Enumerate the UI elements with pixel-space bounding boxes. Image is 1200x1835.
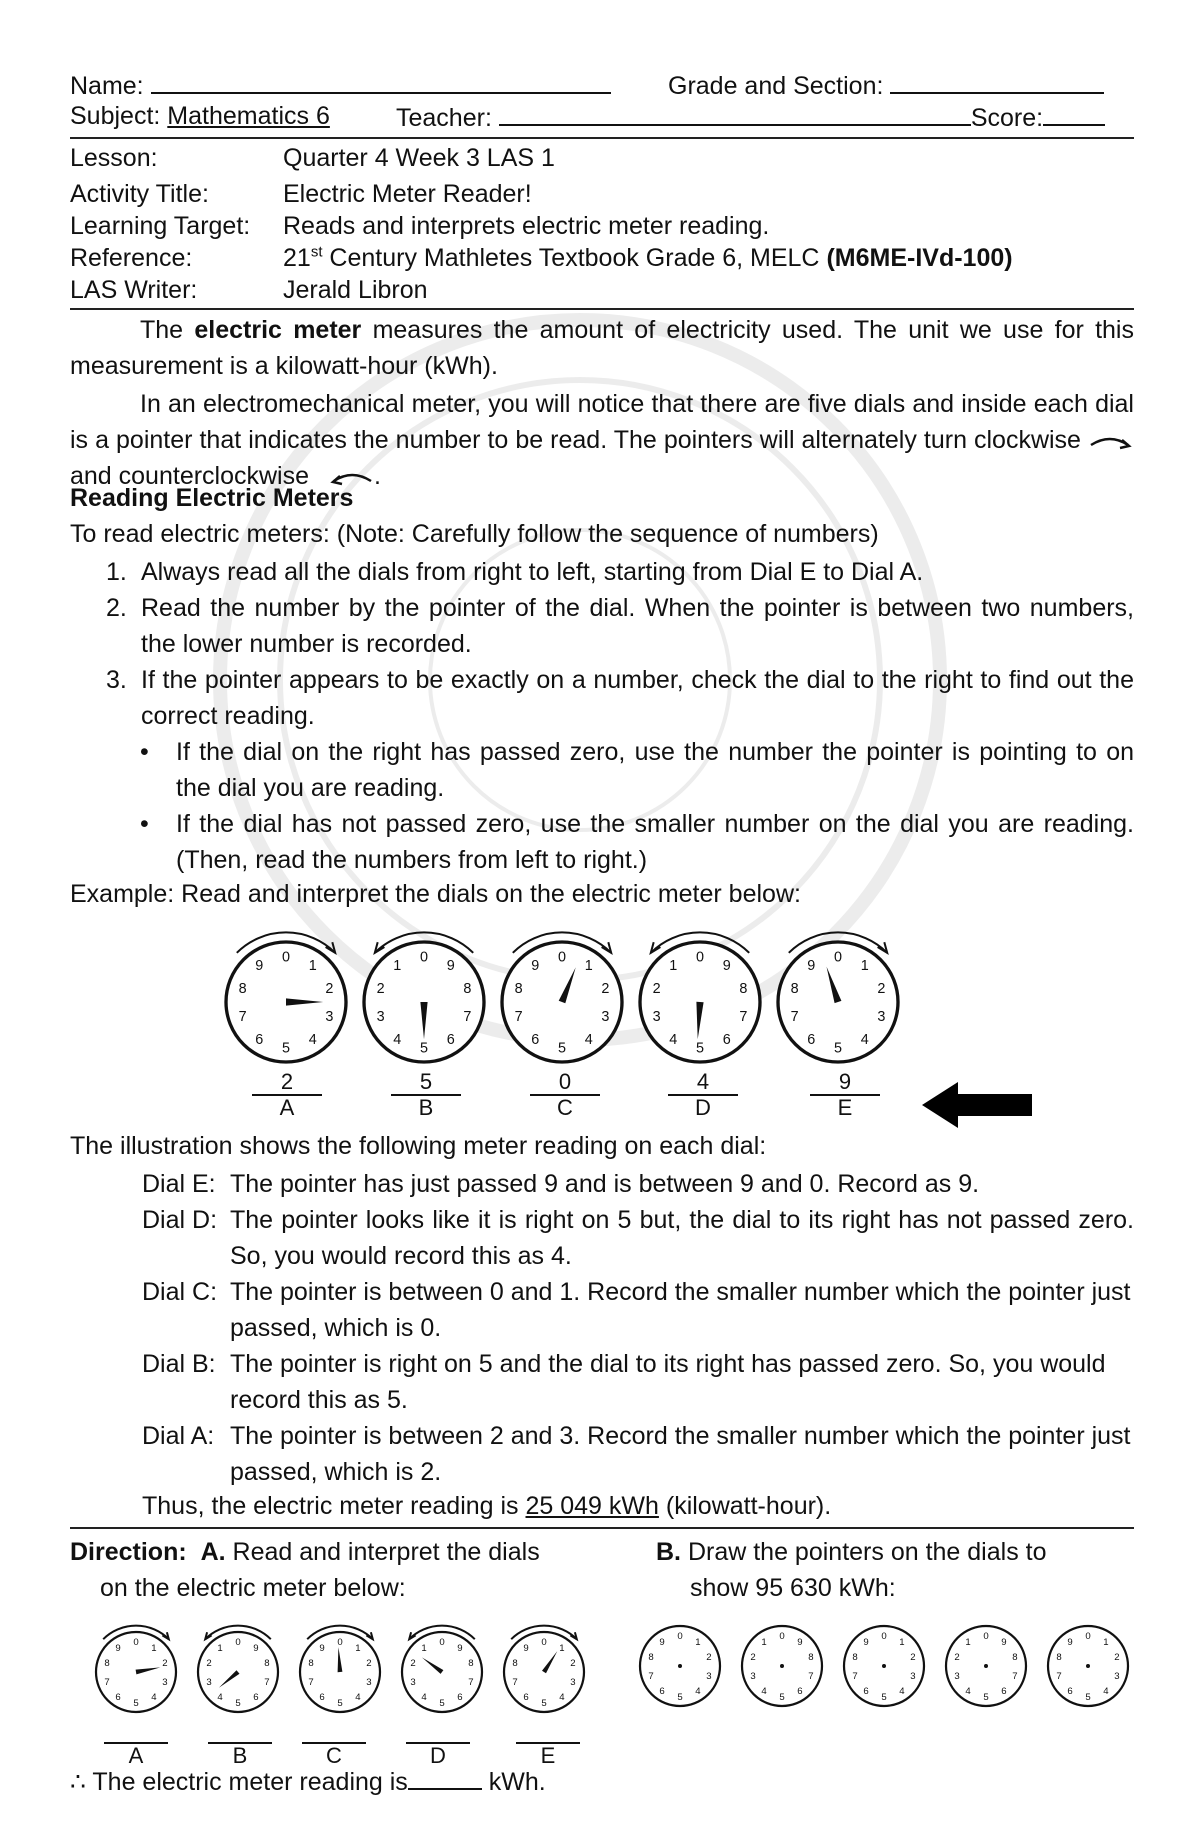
explanation-e (142, 1166, 1134, 1202)
dial-number-ex-b-3: 3 (376, 1009, 385, 1026)
dial-number-b-a-0: 0 (677, 1631, 683, 1642)
dial-number-b-d-0: 0 (983, 1631, 989, 1642)
dial-number-a-a-8: 8 (104, 1658, 110, 1669)
dial-number-ex-b-9: 9 (446, 958, 455, 975)
example-dial-c-letter: C (557, 1095, 573, 1120)
dial-number-b-d-2: 2 (954, 1652, 960, 1663)
dial-center-b-c (882, 1664, 886, 1668)
thus-pre: Thus, the electric meter reading is (142, 1492, 526, 1520)
dial-number-b-d-1: 1 (965, 1636, 971, 1648)
example-dial-a-value: 2 (252, 1070, 322, 1096)
part-a-label-e (516, 1718, 580, 1768)
dial-number-a-c-9: 9 (319, 1642, 325, 1654)
dial-number-ex-a-7: 7 (238, 1009, 247, 1026)
dial-number-ex-e-2: 2 (877, 980, 886, 997)
example-dial-label-d (668, 1070, 738, 1120)
grade-blank[interactable] (890, 68, 1104, 94)
dial-number-ex-a-5: 5 (281, 1040, 291, 1057)
dial-number-ex-c-1: 1 (584, 958, 593, 975)
dial-number-b-a-4: 4 (695, 1686, 701, 1697)
reference-sup: st (310, 243, 323, 261)
dial-a-a (96, 1626, 176, 1712)
example-dial-label-b (391, 1070, 461, 1120)
dial-center-b-d (984, 1664, 988, 1668)
thus-line (142, 1490, 831, 1523)
subject-label: Subject: (70, 102, 161, 130)
dial-number-a-b-0: 0 (235, 1637, 241, 1648)
lesson-label: Lesson: (70, 144, 158, 172)
step-1 (106, 554, 1134, 590)
dial-number-ex-c-7: 7 (514, 1009, 523, 1026)
dial-number-b-b-0: 0 (779, 1631, 785, 1642)
dial-number-a-b-9: 9 (253, 1642, 259, 1654)
dial-number-b-c-1: 1 (899, 1636, 905, 1648)
dial-number-a-b-4: 4 (217, 1692, 223, 1703)
dial-number-b-c-5: 5 (881, 1691, 887, 1703)
dial-number-ex-c-4: 4 (584, 1031, 593, 1048)
dial-number-a-e-0: 0 (541, 1637, 547, 1648)
step-1-num: 1. (106, 558, 127, 586)
part-a-blank-c[interactable] (302, 1718, 366, 1744)
example-dials (200, 916, 980, 1066)
step-2 (106, 590, 1134, 662)
dial-number-b-a-3: 3 (706, 1670, 712, 1682)
dial-number-b-c-2: 2 (910, 1652, 916, 1663)
dial-number-b-d-7: 7 (1012, 1670, 1018, 1682)
step-2-num: 2. (106, 594, 127, 622)
dial-number-a-d-6: 6 (457, 1692, 463, 1703)
dial-number-a-e-1: 1 (559, 1642, 565, 1654)
example-dial-d-letter: D (695, 1095, 711, 1120)
dial-number-b-d-3: 3 (954, 1670, 960, 1682)
dial-number-ex-a-6: 6 (255, 1031, 264, 1048)
example-title: Example: Read and interpret the dials on the electric meter below: (70, 880, 801, 908)
dial-number-b-a-2: 2 (706, 1652, 712, 1663)
example-dial-label-a (252, 1070, 322, 1120)
direction-b-line-1 (656, 1536, 1047, 1569)
example-dial-c-value: 0 (530, 1070, 600, 1096)
grade-label: Grade and Section: (668, 72, 884, 100)
example-dial-label-c (530, 1070, 600, 1120)
reading-heading: Reading Electric Meters (70, 484, 354, 512)
example-divider (70, 1527, 1134, 1529)
bullet-1-text: If the dial on the right has passed zero, use the number the pointer is pointing to on the dial you are reading. (176, 738, 1134, 802)
reference-value (283, 242, 1013, 275)
result-post: kWh. (481, 1768, 546, 1796)
dial-number-b-e-5: 5 (1085, 1691, 1091, 1703)
dial-number-ex-b-2: 2 (376, 980, 385, 997)
dial-number-ex-b-7: 7 (463, 1009, 472, 1026)
dial-number-b-e-0: 0 (1085, 1631, 1091, 1642)
reference-label: Reference: (70, 244, 193, 272)
dial-number-ex-e-6: 6 (807, 1031, 816, 1048)
lesson-value: Quarter 4 Week 3 LAS 1 (283, 144, 555, 172)
direction-b-text-2: show 95 630 kWh: (690, 1574, 896, 1602)
dial-number-ex-e-3: 3 (877, 1009, 886, 1026)
dial-number-b-c-4: 4 (899, 1686, 905, 1697)
part-a-letter-e: E (540, 1743, 556, 1768)
dial-number-b-c-0: 0 (881, 1631, 887, 1642)
dial-number-a-c-1: 1 (355, 1642, 361, 1654)
dial-number-b-b-3: 3 (750, 1670, 756, 1682)
dial-number-b-d-9: 9 (1001, 1636, 1007, 1648)
dial-number-b-a-8: 8 (648, 1652, 654, 1663)
dial-number-a-d-2: 2 (410, 1658, 416, 1669)
explanation-a-text: The pointer is between 2 and 3. Record the smaller number which the pointer just passed, which is 2. (230, 1422, 1131, 1486)
part-a-letter-a: A (128, 1743, 144, 1768)
dial-number-a-a-5: 5 (133, 1697, 139, 1709)
dial-number-b-a-7: 7 (648, 1670, 654, 1682)
dial-a-c (300, 1626, 380, 1712)
dial-number-a-d-8: 8 (468, 1658, 474, 1669)
bullet-1 (140, 734, 1134, 806)
clockwise-arrow-icon (1088, 431, 1134, 451)
dial-b-b (742, 1626, 822, 1706)
dial-number-b-c-6: 6 (863, 1686, 869, 1697)
part-a-letter-b: B (232, 1743, 248, 1768)
dial-number-b-e-6: 6 (1067, 1686, 1073, 1697)
dial-number-a-a-1: 1 (151, 1642, 157, 1654)
dial-number-a-c-7: 7 (308, 1676, 314, 1688)
dial-a-d (402, 1626, 482, 1712)
dial-number-ex-d-6: 6 (722, 1031, 731, 1048)
subject-row (70, 100, 330, 133)
part-a-dials (80, 1608, 610, 1718)
part-a-blank-e[interactable] (516, 1718, 580, 1744)
part-a-letter-d: D (430, 1743, 446, 1768)
dial-number-ex-d-2: 2 (652, 980, 661, 997)
dial-number-b-b-8: 8 (808, 1652, 814, 1663)
dial-number-a-e-3: 3 (570, 1676, 576, 1688)
dial-ex-d (640, 932, 760, 1062)
dial-number-a-b-6: 6 (253, 1692, 259, 1703)
dial-number-a-b-2: 2 (206, 1658, 212, 1669)
dial-number-b-e-2: 2 (1114, 1652, 1120, 1663)
dial-number-ex-b-5: 5 (419, 1040, 429, 1057)
dial-number-b-e-4: 4 (1103, 1686, 1109, 1697)
dial-number-b-e-8: 8 (1056, 1652, 1062, 1663)
step-1-text: Always read all the dials from right to left, starting from Dial E to Dial A. (141, 558, 924, 586)
dial-number-b-e-9: 9 (1067, 1636, 1073, 1648)
direction-a-letter: A. (200, 1538, 226, 1566)
direction-a-line-1 (70, 1536, 540, 1569)
example-shows: The illustration shows the following meter reading on each dial: (70, 1132, 767, 1160)
part-a-label-b (208, 1718, 272, 1768)
reference-code: (M6ME-IVd-100) (826, 244, 1013, 272)
dial-number-ex-e-7: 7 (790, 1009, 799, 1026)
dial-number-b-b-1: 1 (761, 1636, 767, 1648)
bullet-2-text: If the dial has not passed zero, use the smaller number on the dial you are reading. (Then, read the numbers from left to right.) (176, 810, 1134, 874)
bullet-1-dot: • (140, 738, 149, 766)
dial-number-ex-d-0: 0 (695, 949, 705, 966)
left-arrow-icon (922, 1082, 1032, 1128)
dial-number-b-d-5: 5 (983, 1691, 989, 1703)
dial-number-a-b-8: 8 (264, 1658, 270, 1669)
dial-number-b-a-9: 9 (659, 1636, 665, 1648)
example-dial-e-letter: E (837, 1095, 853, 1120)
part-a-blank-d[interactable] (406, 1718, 470, 1744)
dial-number-ex-c-9: 9 (531, 958, 540, 975)
dial-number-a-a-7: 7 (104, 1676, 110, 1688)
dial-number-ex-a-2: 2 (325, 980, 334, 997)
dial-number-ex-a-3: 3 (325, 1009, 334, 1026)
dial-number-b-b-7: 7 (808, 1670, 814, 1682)
example-dial-e-value: 9 (810, 1070, 880, 1096)
score-label: Score: (970, 104, 1044, 132)
step-3-num: 3. (106, 666, 127, 694)
part-a-label-c (302, 1718, 366, 1768)
dial-number-b-c-8: 8 (852, 1652, 858, 1663)
thus-post: (kilowatt-hour). (658, 1492, 832, 1520)
direction-b-letter: B. (656, 1538, 681, 1566)
dial-b-c (844, 1626, 924, 1706)
dial-ex-e (778, 932, 898, 1062)
dial-number-b-a-6: 6 (659, 1686, 665, 1697)
thus-value: 25 049 kWh (525, 1492, 659, 1520)
part-a-blank-a[interactable] (104, 1718, 168, 1744)
dial-number-a-d-0: 0 (439, 1637, 445, 1648)
reference-text: Century Mathletes Textbook Grade 6, MELC (322, 244, 827, 272)
dial-number-a-e-8: 8 (512, 1658, 518, 1669)
dial-number-ex-e-1: 1 (860, 958, 869, 975)
dial-number-ex-c-6: 6 (531, 1031, 540, 1048)
dial-ex-c (502, 932, 622, 1062)
dial-center-b-e (1086, 1664, 1090, 1668)
intro-paragraph-1 (70, 312, 1134, 384)
reading-intro: To read electric meters: (Note: Carefully follow the sequence of numbers) (70, 520, 879, 548)
info-divider (70, 308, 1134, 310)
direction-label: Direction: (70, 1538, 187, 1566)
dial-number-a-b-1: 1 (217, 1642, 223, 1654)
result-line (70, 1764, 546, 1799)
dial-number-ex-a-8: 8 (238, 980, 247, 997)
dial-number-a-c-6: 6 (319, 1692, 325, 1703)
writer-label: LAS Writer: (70, 276, 198, 304)
dial-number-b-a-5: 5 (677, 1691, 683, 1703)
dial-number-ex-b-1: 1 (393, 958, 402, 975)
dial-number-ex-d-4: 4 (669, 1031, 678, 1048)
dial-number-a-d-4: 4 (421, 1692, 427, 1703)
dial-number-ex-d-3: 3 (652, 1009, 661, 1026)
dial-b-d (946, 1626, 1026, 1706)
intro-p1-bold: electric meter (194, 316, 362, 344)
dial-number-ex-a-4: 4 (308, 1031, 317, 1048)
intro-paragraph-2 (70, 386, 1134, 494)
explanation-d-key: Dial D: (142, 1206, 218, 1234)
part-b-dials[interactable] (638, 1614, 1132, 1714)
explanation-e-text: The pointer has just passed 9 and is between 9 and 0. Record as 9. (230, 1170, 980, 1198)
dial-number-a-c-4: 4 (355, 1692, 361, 1703)
explanation-d-text: The pointer looks like it is right on 5 but, the dial to its right has not passed zero. So, you would record this as 4. (230, 1206, 1134, 1270)
direction-a-text-1: Read and interpret the dials (232, 1538, 540, 1566)
teacher-row (396, 100, 1105, 135)
intro-p1-post: measures the amount of electricity used. The unit we use for this measurement is a kilowatt-hour (kWh). (70, 316, 1134, 380)
dial-number-ex-a-9: 9 (255, 958, 264, 975)
name-row (70, 68, 611, 103)
example-dial-d-value: 4 (668, 1070, 738, 1096)
direction-a-text-2: on the electric meter below: (100, 1574, 406, 1602)
dial-number-ex-c-8: 8 (514, 980, 523, 997)
dial-number-a-e-5: 5 (541, 1697, 547, 1709)
dial-a-e (504, 1626, 584, 1712)
dial-number-ex-d-9: 9 (722, 958, 731, 975)
dial-number-ex-d-1: 1 (669, 958, 678, 975)
explanation-b-text: The pointer is right on 5 and the dial to its right has passed zero. So, you would record this as 5. (230, 1350, 1106, 1414)
dial-number-b-a-1: 1 (695, 1636, 701, 1648)
grade-row (668, 68, 1104, 103)
part-a-label-a (104, 1718, 168, 1768)
example-dial-a-letter: A (279, 1095, 295, 1120)
part-a-letter-c: C (326, 1743, 342, 1768)
dial-number-ex-a-1: 1 (308, 958, 317, 975)
dial-number-b-d-4: 4 (965, 1686, 971, 1697)
dial-number-a-b-5: 5 (235, 1697, 241, 1709)
dial-b-a (640, 1626, 720, 1706)
dial-number-ex-d-8: 8 (739, 980, 748, 997)
step-2-text: Read the number by the pointer of the dial. When the pointer is between two numbers, the lower number is recorded. (141, 594, 1134, 658)
intro-p2-a: In an electromechanical meter, you will notice that there are five dials and inside each dial is a pointer that indicates the number to be read. The pointers will alternately turn clockwise (70, 390, 1134, 454)
dial-number-ex-d-5: 5 (695, 1040, 705, 1057)
activity-value: Electric Meter Reader! (283, 180, 532, 208)
dial-number-b-d-6: 6 (1001, 1686, 1007, 1697)
dial-number-a-c-8: 8 (308, 1658, 314, 1669)
explanation-a-key: Dial A: (142, 1422, 215, 1450)
intro-p1-pre: The (140, 316, 195, 344)
dial-number-a-c-3: 3 (366, 1676, 372, 1688)
dial-number-ex-e-4: 4 (860, 1031, 869, 1048)
dial-number-ex-c-5: 5 (557, 1040, 567, 1057)
dial-number-a-b-7: 7 (264, 1676, 270, 1688)
dial-number-a-a-4: 4 (151, 1692, 157, 1703)
dial-number-a-a-0: 0 (133, 1637, 139, 1648)
dial-number-b-b-9: 9 (797, 1636, 803, 1648)
dial-number-ex-c-0: 0 (557, 949, 567, 966)
explanation-a (142, 1418, 1134, 1490)
dial-number-ex-d-7: 7 (739, 1009, 748, 1026)
result-blank[interactable] (408, 1764, 482, 1790)
dial-number-ex-b-8: 8 (463, 980, 472, 997)
explanation-b (142, 1346, 1134, 1418)
dial-number-ex-b-4: 4 (393, 1031, 402, 1048)
dial-number-a-b-3: 3 (206, 1676, 212, 1688)
dial-number-ex-b-0: 0 (419, 949, 429, 966)
dial-number-ex-c-2: 2 (601, 980, 610, 997)
dial-number-b-b-4: 4 (761, 1686, 767, 1697)
dial-number-a-c-5: 5 (337, 1697, 343, 1709)
part-a-label-d (406, 1718, 470, 1768)
dial-number-a-a-2: 2 (162, 1658, 168, 1669)
direction-b-text-1: Draw the pointers on the dials to (687, 1538, 1047, 1566)
dial-number-b-b-5: 5 (779, 1691, 785, 1703)
activity-label: Activity Title: (70, 180, 209, 208)
name-label: Name: (70, 72, 144, 100)
target-value: Reads and interprets electric meter reading. (283, 212, 770, 240)
teacher-blank[interactable] (499, 100, 971, 126)
header-divider (70, 137, 1134, 139)
dial-number-a-e-9: 9 (523, 1642, 529, 1654)
dial-number-a-e-2: 2 (570, 1658, 576, 1669)
dial-number-b-e-7: 7 (1056, 1670, 1062, 1682)
dial-ex-a (226, 932, 346, 1062)
dial-number-b-e-1: 1 (1103, 1636, 1109, 1648)
dial-number-a-a-3: 3 (162, 1676, 168, 1688)
dial-number-b-c-7: 7 (852, 1670, 858, 1682)
target-label: Learning Target: (70, 212, 251, 240)
explanation-c (142, 1274, 1134, 1346)
dial-a-b (198, 1626, 278, 1712)
dial-number-a-c-2: 2 (366, 1658, 372, 1669)
example-dial-b-letter: B (418, 1095, 434, 1120)
subject-value: Mathematics 6 (167, 102, 330, 130)
dial-number-a-e-7: 7 (512, 1676, 518, 1688)
result-pre: ∴ The electric meter reading is (70, 1768, 408, 1796)
dial-number-ex-a-0: 0 (281, 949, 291, 966)
dial-number-a-d-1: 1 (421, 1642, 427, 1654)
dial-number-a-d-5: 5 (439, 1697, 445, 1709)
dial-number-a-c-0: 0 (337, 1637, 343, 1648)
bullet-2-dot: • (140, 810, 149, 838)
writer-value: Jerald Libron (283, 276, 428, 304)
dial-ex-b (364, 932, 484, 1062)
dial-number-ex-e-8: 8 (790, 980, 799, 997)
dial-number-a-a-9: 9 (115, 1642, 121, 1654)
reference-num: 21 (283, 244, 311, 272)
dial-number-a-e-6: 6 (523, 1692, 529, 1703)
dial-number-a-d-7: 7 (468, 1676, 474, 1688)
explanation-c-text: The pointer is between 0 and 1. Record the smaller number which the pointer just passed, which is 0. (230, 1278, 1131, 1342)
teacher-label: Teacher: (396, 104, 492, 132)
explanation-c-key: Dial C: (142, 1278, 218, 1306)
explanation-b-key: Dial B: (142, 1350, 216, 1378)
dial-number-b-b-6: 6 (797, 1686, 803, 1697)
explanation-e-key: Dial E: (142, 1170, 216, 1198)
dial-center-b-b (780, 1664, 784, 1668)
bullet-2 (140, 806, 1134, 878)
dial-number-a-d-3: 3 (410, 1676, 416, 1688)
step-3-text: If the pointer appears to be exactly on a number, check the dial to the right to find out the correct reading. (141, 666, 1134, 730)
dial-number-ex-e-9: 9 (807, 958, 816, 975)
dial-number-ex-c-3: 3 (601, 1009, 610, 1026)
example-dial-b-value: 5 (391, 1070, 461, 1096)
intro-p2-b: and counterclockwise (70, 462, 310, 490)
dial-number-b-b-2: 2 (750, 1652, 756, 1663)
intro-p2-end: . (373, 462, 381, 490)
name-blank[interactable] (151, 68, 611, 94)
dial-center-b-a (678, 1664, 682, 1668)
dial-number-a-a-6: 6 (115, 1692, 121, 1703)
dial-b-e (1048, 1626, 1128, 1706)
dial-number-b-d-8: 8 (1012, 1652, 1018, 1663)
part-a-blank-b[interactable] (208, 1718, 272, 1744)
dial-number-b-c-9: 9 (863, 1636, 869, 1648)
dial-number-b-e-3: 3 (1114, 1670, 1120, 1682)
dial-number-ex-e-5: 5 (833, 1040, 843, 1057)
score-blank[interactable] (1043, 100, 1105, 126)
dial-number-ex-b-6: 6 (446, 1031, 455, 1048)
dial-number-a-d-9: 9 (457, 1642, 463, 1654)
dial-number-a-e-4: 4 (559, 1692, 565, 1703)
dial-number-b-c-3: 3 (910, 1670, 916, 1682)
explanation-d (142, 1202, 1134, 1274)
example-dial-label-e (810, 1070, 880, 1120)
step-3 (106, 662, 1134, 734)
dial-number-ex-e-0: 0 (833, 949, 843, 966)
